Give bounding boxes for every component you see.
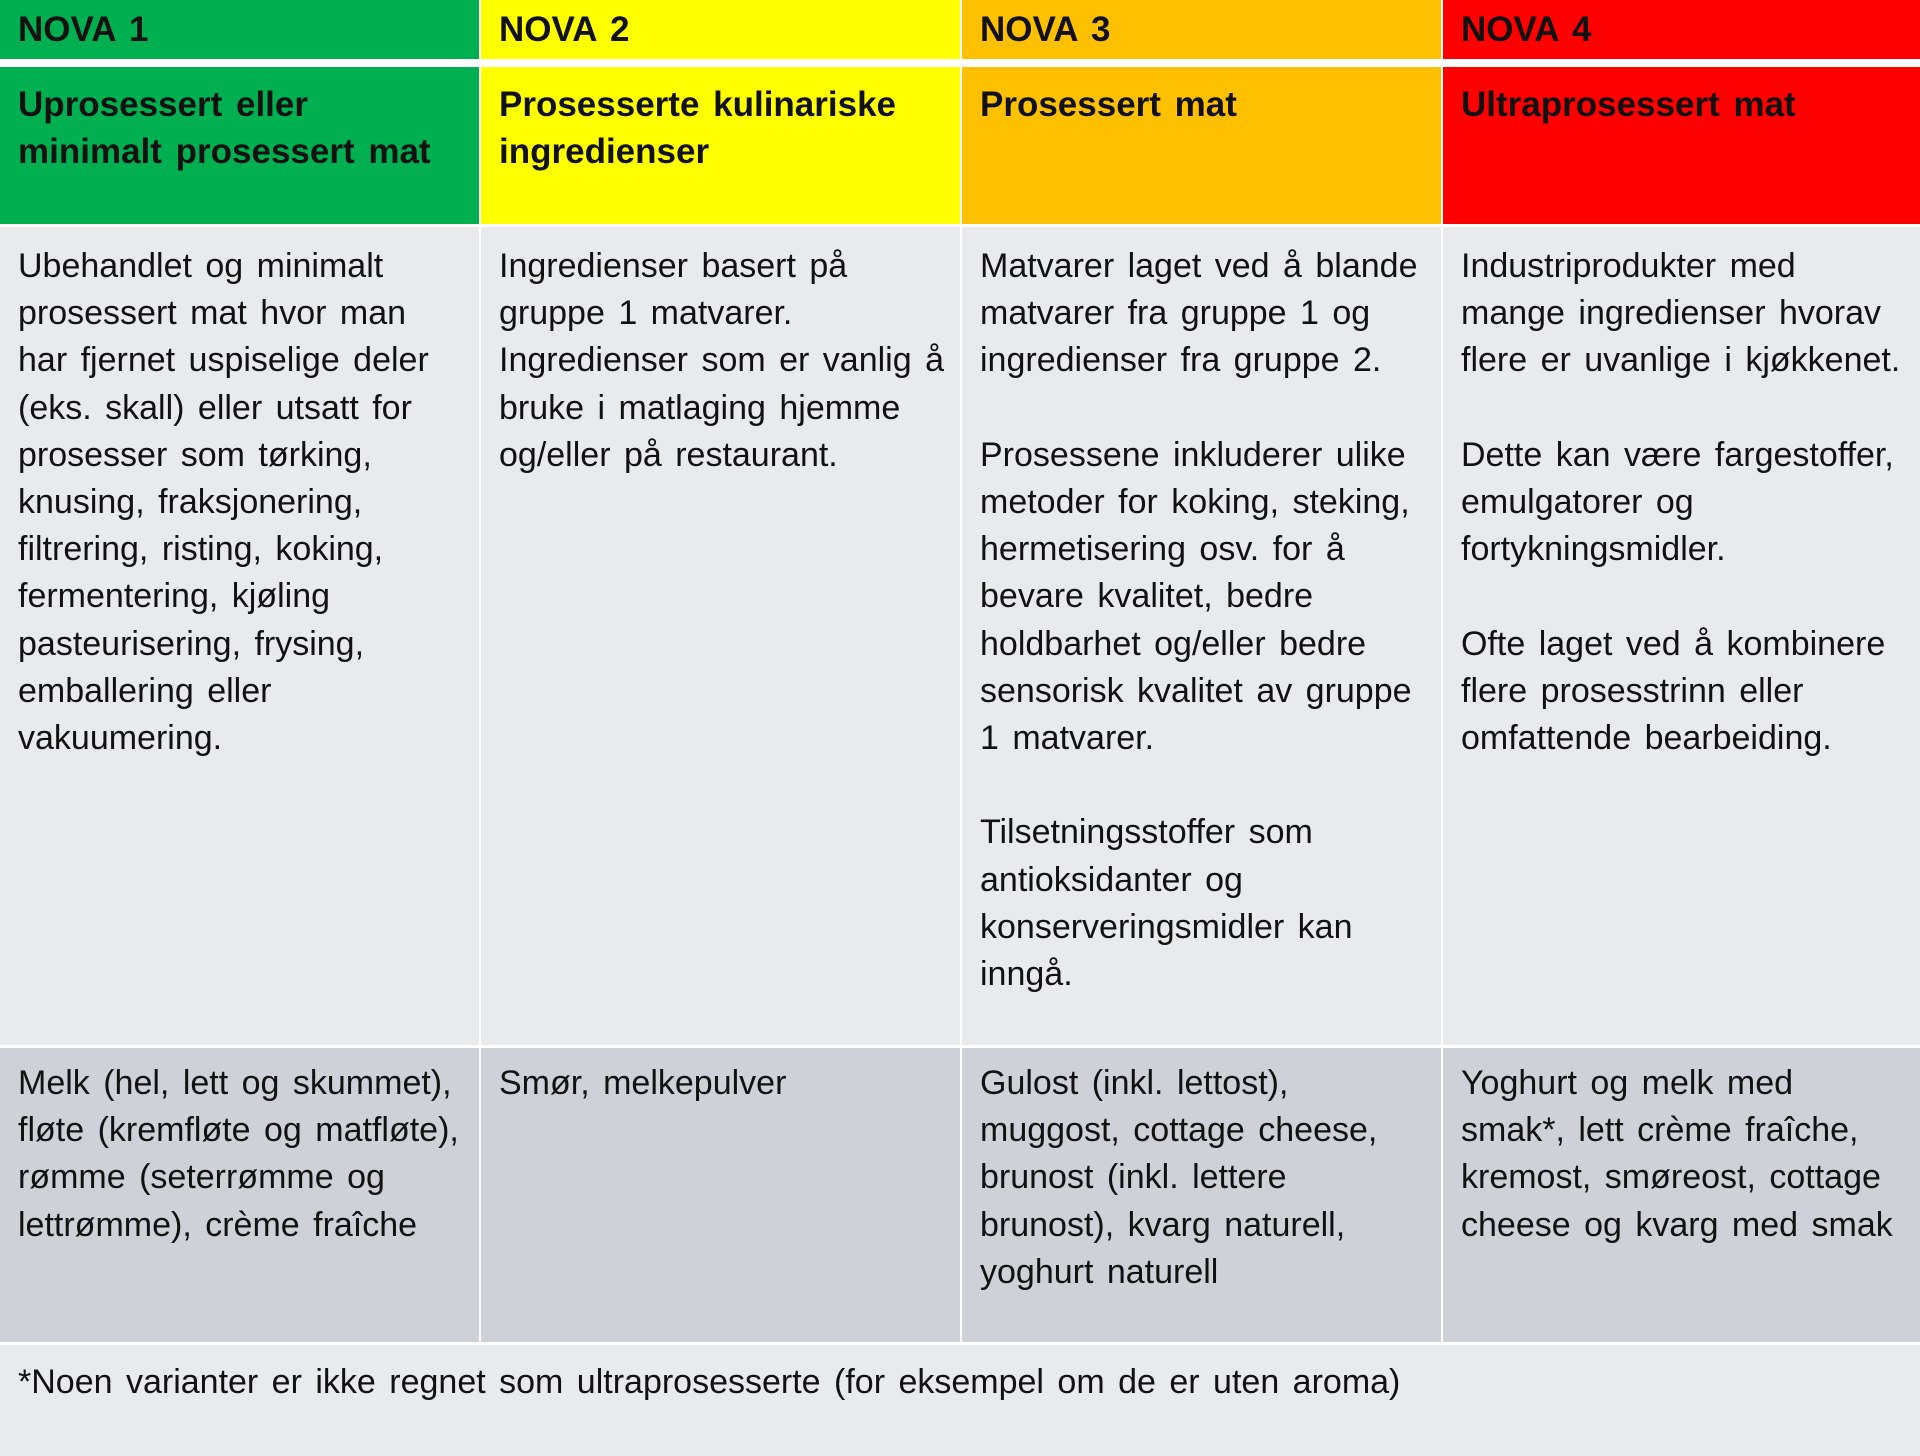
nova-1-description: Ubehandlet og minimalt prosessert mat hvor man har fjernet uspiselige deler (eks. skall) eller utsatt for prosesser som tørking, knusing, fraksjonering, filtrering, risting, koking, fermentering, kjøling pasteurisering, frysing, emballering eller vakuumering. — [0, 227, 479, 1048]
nova-1-header: NOVA 1 — [0, 0, 479, 67]
nova-3-description: Matvarer laget ved å blande matvarer fra gruppe 1 og ingredienser fra gruppe 2. Prosessene inkluderer ulike metoder for koking, steking, hermetisering osv. for å bevare kvalitet, bedre holdbarhet og/eller bedre sensorisk kvalitet av gruppe 1 matvarer. Tilsetningsstoffer som antioksidanter og konserveringsmidler kan inngå. — [962, 227, 1441, 1048]
nova-1-examples: Melk (hel, lett og skummet), fløte (kremfløte og matfløte), rømme (seterrømme og lettrømme), crème fraîche — [0, 1048, 479, 1345]
nova-2-description: Ingredienser basert på gruppe 1 matvarer. Ingredienser som er vanlig å bruke i matlaging hjemme og/eller på restaurant. — [481, 227, 960, 1048]
nova-3-title: Prosessert mat — [962, 67, 1441, 227]
nova-2-examples: Smør, melkepulver — [481, 1048, 960, 1345]
nova-4-description: Industriprodukter med mange ingredienser hvorav flere er uvanlige i kjøkkenet. Dette kan være fargestoffer, emulgatorer og fortykningsmidler. Ofte laget ved å kombinere flere prosesstrinn eller omfattende bearbeiding. — [1443, 227, 1920, 1048]
nova-1-title: Uprosessert eller minimalt prosessert mat — [0, 67, 479, 227]
nova-4-examples: Yoghurt og melk med smak*, lett crème fraîche, kremost, smøreost, cottage cheese og kvarg med smak — [1443, 1048, 1920, 1345]
footnote: *Noen varianter er ikke regnet som ultraprosesserte (for eksempel om de er uten aroma) — [0, 1345, 1920, 1456]
nova-2-title: Prosesserte kulinariske ingredienser — [481, 67, 960, 227]
nova-2-header: NOVA 2 — [481, 0, 960, 67]
nova-4-header: NOVA 4 — [1443, 0, 1920, 67]
nova-3-header: NOVA 3 — [962, 0, 1441, 67]
nova-3-examples: Gulost (inkl. lettost), muggost, cottage cheese, brunost (inkl. lettere brunost), kvarg naturell, yoghurt naturell — [962, 1048, 1441, 1345]
nova-4-title: Ultraprosessert mat — [1443, 67, 1920, 227]
